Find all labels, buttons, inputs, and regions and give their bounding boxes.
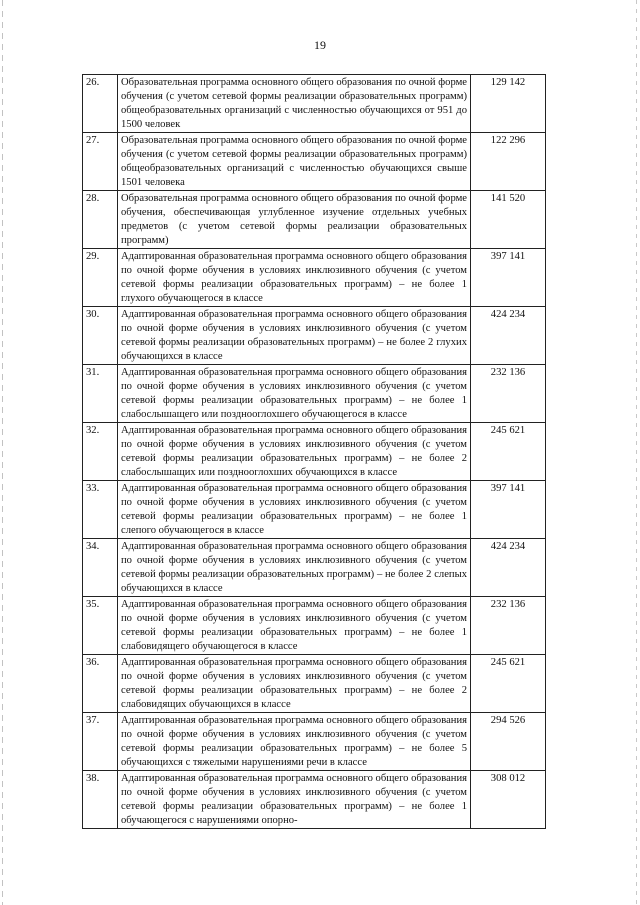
table-row — [83, 539, 546, 597]
row-number: 33. — [83, 481, 118, 539]
row-number: 34. — [83, 539, 118, 597]
row-number: 37. — [83, 713, 118, 771]
funding-amount: 424 234 — [471, 539, 546, 597]
row-number: 30. — [83, 307, 118, 365]
funding-amount: 141 520 — [471, 191, 546, 249]
table-row — [83, 365, 546, 423]
program-description: Адаптированная образовательная программа основного общего образования по очной форме обучения в условиях инклюзивного обучения (с учетом сетевой формы реализации образовательных программ) – не более 5 обучающихся с тяжелыми нарушениями речи в классе — [118, 713, 471, 771]
row-number: 26. — [83, 75, 118, 133]
table-row — [83, 75, 546, 133]
program-description: Адаптированная образовательная программа основного общего образования по очной форме обучения в условиях инклюзивного обучения (с учетом сетевой формы реализации образовательных программ) – не более 1 слабослышащего или позднооглохшего обучающегося в классе — [118, 365, 471, 423]
program-description: Адаптированная образовательная программа основного общего образования по очной форме обучения в условиях инклюзивного обучения (с учетом сетевой формы реализации образовательных программ) – не более 2 глухих обучающихся в классе — [118, 307, 471, 365]
row-number: 35. — [83, 597, 118, 655]
row-number: 31. — [83, 365, 118, 423]
program-description: Адаптированная образовательная программа основного общего образования по очной форме обучения в условиях инклюзивного обучения (с учетом сетевой формы реализации образовательных программ) – не более 2 слепых обучающихся в классе — [118, 539, 471, 597]
table-row — [83, 191, 546, 249]
row-number: 29. — [83, 249, 118, 307]
program-description: Адаптированная образовательная программа основного общего образования по очной форме обучения в условиях инклюзивного обучения (с учетом сетевой формы реализации образовательных программ) – не более 1 глухого обучающегося в классе — [118, 249, 471, 307]
program-description: Образовательная программа основного общего образования по очной форме обучения (с учетом сетевой формы реализации образовательных программ) общеобразовательных организаций с численностью обучающихся свыше 1501 человека — [118, 133, 471, 191]
table-row — [83, 655, 546, 713]
funding-amount: 232 136 — [471, 597, 546, 655]
program-description: Адаптированная образовательная программа основного общего образования по очной форме обучения в условиях инклюзивного обучения (с учетом сетевой формы реализации образовательных программ) – не более 1 слабовидящего обучающегося в классе — [118, 597, 471, 655]
program-description: Адаптированная образовательная программа основного общего образования по очной форме обучения в условиях инклюзивного обучения (с учетом сетевой формы реализации образовательных программ) – не более 1 обучающегося с нарушениями опорно- — [118, 771, 471, 829]
table-row — [83, 423, 546, 481]
funding-amount: 245 621 — [471, 655, 546, 713]
program-description: Адаптированная образовательная программа основного общего образования по очной форме обучения в условиях инклюзивного обучения (с учетом сетевой формы реализации образовательных программ) – не более 1 слепого обучающегося в классе — [118, 481, 471, 539]
funding-amount: 294 526 — [471, 713, 546, 771]
funding-amount: 397 141 — [471, 249, 546, 307]
table-row — [83, 133, 546, 191]
table-row — [83, 481, 546, 539]
scan-edge-right — [636, 0, 637, 905]
program-description: Образовательная программа основного общего образования по очной форме обучения, обеспечивающая углубленное изучение отдельных учебных предметов (с учетом сетевой формы реализации образовательных программ) — [118, 191, 471, 249]
table-row — [83, 771, 546, 829]
program-description: Адаптированная образовательная программа основного общего образования по очной форме обучения в условиях инклюзивного обучения (с учетом сетевой формы реализации образовательных программ) – не более 2 слабослышащих или позднооглохших обучающихся в классе — [118, 423, 471, 481]
page-number: 19 — [314, 38, 326, 52]
program-description: Адаптированная образовательная программа основного общего образования по очной форме обучения в условиях инклюзивного обучения (с учетом сетевой формы реализации образовательных программ) – не более 2 слабовидящих обучающихся в классе — [118, 655, 471, 713]
funding-amount: 308 012 — [471, 771, 546, 829]
row-number: 38. — [83, 771, 118, 829]
scan-edge-left — [2, 0, 3, 905]
funding-amount: 232 136 — [471, 365, 546, 423]
funding-amount: 424 234 — [471, 307, 546, 365]
funding-amount: 122 296 — [471, 133, 546, 191]
funding-amount: 129 142 — [471, 75, 546, 133]
row-number: 27. — [83, 133, 118, 191]
row-number: 28. — [83, 191, 118, 249]
funding-table-body — [83, 75, 546, 829]
table-row — [83, 249, 546, 307]
program-description: Образовательная программа основного общего образования по очной форме обучения (с учетом сетевой формы реализации образовательных программ) общеобразовательных организаций с численностью обучающихся от 951 до 1500 человек — [118, 75, 471, 133]
table-row — [83, 307, 546, 365]
funding-table — [82, 74, 546, 829]
funding-amount: 397 141 — [471, 481, 546, 539]
table-row — [83, 713, 546, 771]
row-number: 32. — [83, 423, 118, 481]
table-row — [83, 597, 546, 655]
funding-amount: 245 621 — [471, 423, 546, 481]
row-number: 36. — [83, 655, 118, 713]
